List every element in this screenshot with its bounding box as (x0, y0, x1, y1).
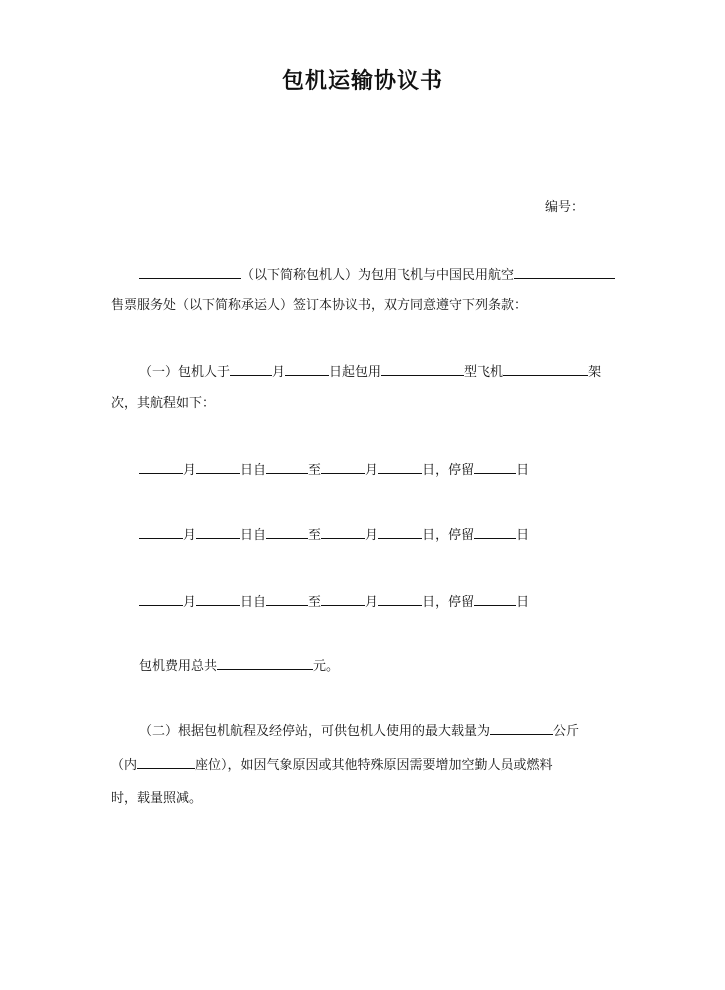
blank (196, 525, 240, 539)
blank (139, 592, 183, 606)
fee-prefix: 包机费用总共 (139, 659, 218, 674)
to-label: 至 (308, 528, 322, 543)
blank (490, 721, 553, 735)
day-from-label: 日自 (240, 595, 267, 610)
day-label: 日 (516, 528, 530, 543)
blank (381, 362, 464, 376)
blank (266, 460, 308, 474)
blank (474, 460, 516, 474)
month-label: 月 (365, 528, 379, 543)
intro-text-1: （以下简称包机人）为包用飞机与中国民用航空 (241, 268, 515, 283)
blank (321, 592, 365, 606)
month-label: 月 (183, 463, 197, 478)
blank (285, 362, 329, 376)
intro-line-1 (139, 265, 615, 284)
blank (321, 460, 365, 474)
blank (321, 525, 365, 539)
blank (378, 460, 422, 474)
to-label: 至 (308, 463, 322, 478)
blank (139, 460, 183, 474)
itinerary-row (139, 460, 529, 479)
blank (139, 525, 183, 539)
blank (230, 362, 272, 376)
stop-label: 日，停留 (422, 595, 475, 610)
blank (196, 460, 240, 474)
clause2-text-a: （二）根据包机航程及经停站，可供包机人使用的最大载量为 (139, 724, 491, 739)
clause2-line-3: 时，载量照减。 (111, 791, 203, 806)
page-title: 包机运输协议书 (281, 69, 443, 94)
blank (266, 592, 308, 606)
stop-label: 日，停留 (422, 463, 475, 478)
blank (196, 592, 240, 606)
blank (378, 525, 422, 539)
itinerary-row (139, 525, 529, 544)
blank (474, 592, 516, 606)
day-label: 日 (516, 463, 530, 478)
fee-suffix: 元。 (313, 659, 340, 674)
clause2-text-c: 座位），如因气象原因或其他特殊原因需要增加空勤人员或燃料 (195, 758, 553, 773)
clause2-line-1 (139, 721, 579, 740)
clause1-line-2: 次，其航程如下： (111, 396, 216, 411)
clause1-sortie-a: 架 (588, 365, 602, 380)
clause2-text-b: （内 (111, 758, 138, 773)
month-label: 月 (365, 463, 379, 478)
to-label: 至 (308, 595, 322, 610)
fee-line (139, 656, 339, 675)
blank (474, 525, 516, 539)
day-from-label: 日自 (240, 528, 267, 543)
blank (378, 592, 422, 606)
day-from-label: 日自 (240, 463, 267, 478)
day-label: 日 (516, 595, 530, 610)
blank (139, 265, 241, 279)
month-label: 月 (183, 595, 197, 610)
clause2-unit: 公斤 (553, 724, 580, 739)
clause1-text-a: （一）包机人于 (139, 365, 231, 380)
month-label: 月 (365, 595, 379, 610)
month-label: 月 (183, 528, 197, 543)
number-label: 编号： (545, 200, 585, 215)
clause1-day-from: 日起包用 (329, 365, 382, 380)
clause1-line-1 (139, 362, 601, 381)
clause1-type: 型飞机 (464, 365, 504, 380)
blank (514, 265, 615, 279)
blank (266, 525, 308, 539)
blank (503, 362, 588, 376)
clause2-line-2 (111, 755, 553, 774)
itinerary-row (139, 592, 529, 611)
blank (137, 755, 195, 769)
blank (217, 656, 313, 670)
stop-label: 日，停留 (422, 528, 475, 543)
intro-line-2: 售票服务处（以下简称承运人）签订本协议书，双方同意遵守下列条款： (111, 298, 528, 313)
clause1-month: 月 (272, 365, 286, 380)
